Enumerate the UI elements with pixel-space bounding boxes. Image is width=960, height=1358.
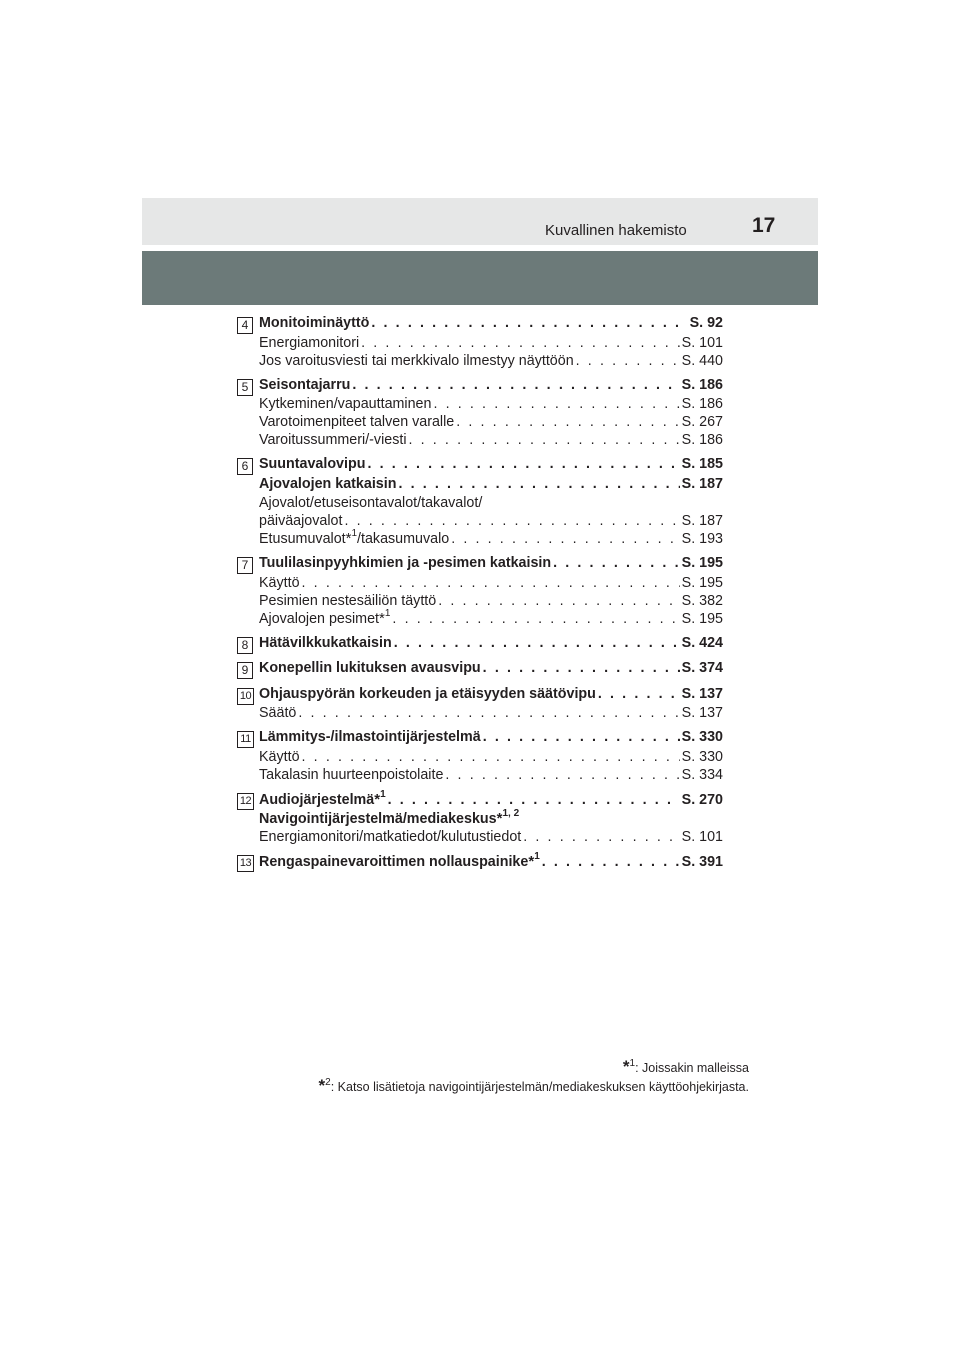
index-sub-row [259,766,723,784]
index-sub-row [259,334,723,352]
dot-leader [445,766,679,784]
dot-leader [302,574,680,592]
page-reference: S. 186 [681,376,723,393]
entry-label-group [259,455,365,475]
page-reference: S. 267 [681,414,723,430]
entry-label: Pesimien nestesäiliön täyttö [259,592,437,609]
entry-label-group [259,748,300,766]
entry-number-badge: 9 [237,662,253,679]
entry-label: Käyttö [259,748,300,765]
entry-label-group [259,828,521,846]
page-reference: S. 187 [681,475,723,492]
index-sub-row [259,352,723,370]
entry-label-group [259,314,369,334]
entry-label-group [259,766,443,784]
index-line [259,810,723,828]
entry-label-group [259,634,392,654]
dot-leader [483,728,680,748]
index-sub-row [259,512,723,530]
index-entry [237,659,723,679]
entry-label: Suuntavalovipu [259,456,366,472]
header-band-light [142,198,818,245]
page-reference: S. 382 [681,592,723,609]
dot-leader [398,475,679,495]
entry-label: Energiamonitori/matkatiedot/kulutustiedot [259,829,522,845]
dot-leader [542,853,680,873]
footnote-mark: 2 [325,1076,331,1088]
dot-leader [302,748,680,766]
page-reference: S. 424 [681,634,723,651]
footnote-star: * [528,853,535,870]
header-band-dark [142,251,818,305]
page-reference: S. 440 [681,352,723,369]
index-entry [237,376,723,450]
entry-label: Säätö [259,705,297,721]
page-reference: S. 330 [681,748,723,765]
footnote-ref: 1, 2 [502,808,520,820]
entry-label: Varotoimenpiteet talven varalle [259,414,455,430]
dot-leader [483,659,680,679]
entry-label: Ohjauspyörän korkeuden ja etäisyyden säätövipu [259,685,596,702]
entry-label-group [259,554,551,574]
index-sub-row [259,828,723,846]
page-number: 17 [752,214,776,237]
index-sub-row [259,607,723,628]
dot-leader [438,592,679,610]
footnotes [319,1058,749,1096]
page-reference: S. 92 [689,315,723,331]
index-main-row [259,376,723,396]
index-sub-row [259,413,723,431]
entry-label-group [259,790,386,811]
entry-label: Kytkeminen/vapauttaminen [259,396,432,412]
index-sub-row [259,574,723,592]
entry-number-badge: 4 [237,317,253,334]
index-sub-row [259,592,723,610]
dot-leader [576,352,680,370]
entry-number-badge: 8 [237,637,253,654]
entry-label: Lämmitys-/ilmastointijärjestelmä [259,729,481,745]
entry-label-suffix: /takasumuvalo [357,531,450,547]
entry-label-group [259,852,540,873]
index-main-row [259,634,723,654]
footnote-star: * [345,530,352,547]
entry-label: Ajovalot/etuseisontavalot/takavalot/ [259,495,483,511]
dot-leader [394,634,680,654]
dot-leader [523,828,679,846]
entry-label-group [259,475,396,495]
index-main-row [259,455,723,475]
page-reference: S. 187 [681,513,723,529]
entry-label-group [259,334,359,352]
page-reference: S. 391 [681,854,723,870]
entry-label-group [259,352,574,370]
dot-leader [409,431,680,449]
page-reference: S. 195 [681,610,723,627]
entry-label: Energiamonitori [259,334,360,351]
footnote-star: * [379,609,385,627]
entry-number-badge: 6 [237,458,253,475]
entry-label-group [259,512,342,530]
footnote-star: * [496,810,503,827]
dot-leader [451,530,679,548]
footnote-text: : Katso lisätietoja navigointijärjestelmän/mediakeskuksen käyttöohjekirjasta. [330,1080,749,1094]
page-reference: S. 137 [681,685,723,702]
dot-leader [298,704,679,722]
entry-label-group [259,395,431,413]
entry-label: Hätävilkkukatkaisin [259,634,392,651]
dot-leader [598,685,680,705]
dot-leader [456,413,679,431]
entry-label: Seisontajarru [259,376,351,393]
entry-number-badge: 10 [237,688,254,705]
index-sub-row [259,431,723,449]
footnote-star: * [318,1076,326,1095]
page-reference: S. 334 [681,766,723,783]
index-sub-row [259,530,723,548]
page-reference: S. 137 [681,705,723,721]
index-main-row [259,852,723,873]
page-reference: S. 101 [681,829,723,845]
page-reference: S. 270 [681,791,723,808]
index-main-row [259,790,723,811]
entry-label: päiväajovalot [259,513,343,529]
footnote-ref: 1 [380,788,386,800]
footnote-line [319,1077,749,1096]
index-sub-row [259,704,723,722]
entry-number-badge: 7 [237,557,253,574]
dot-leader [352,376,679,396]
index-main-row [259,685,723,705]
footnote-ref: 1 [534,851,540,863]
index-list [237,314,723,879]
index-main-row [259,475,723,495]
entry-label: Tuulilasinpyyhkimien ja -pesimen katkaisin [259,555,552,571]
entry-label-group [259,530,449,548]
index-main-row [259,659,723,679]
index-entry [237,852,723,873]
entry-label-group [259,413,454,431]
footnote-ref: 1 [351,528,358,540]
entry-label: Ajovalojen katkaisin [259,475,397,492]
entry-label: Monitoiminäyttö [259,315,370,331]
entry-number-badge: 11 [237,731,254,748]
entry-number-badge: 5 [237,379,253,396]
index-entry [237,455,723,548]
dot-leader [553,554,680,574]
entry-label: Varoitussummeri/-viesti [259,432,407,448]
section-title: Kuvallinen hakemisto [545,222,687,239]
page-reference: S. 186 [681,432,723,448]
dot-leader [392,610,679,628]
index-entry [237,685,723,723]
page-reference: S. 374 [681,660,723,676]
dot-leader [361,334,680,352]
dot-leader [388,791,680,811]
entry-label-group [259,574,300,592]
entry-label: Konepellin lukituksen avausvipu [259,660,481,676]
entry-label: Audiojärjestelmä [259,791,375,808]
index-main-row [259,554,723,574]
entry-label-group [259,607,391,628]
entry-label: Jos varoitusviesti tai merkkivalo ilmestyy näyttöön [259,352,574,369]
dot-leader [371,314,687,334]
entry-label: Navigointijärjestelmä/mediakeskus [259,811,497,827]
dot-leader [367,455,679,475]
dot-leader [344,512,679,530]
footnote-ref: 1 [384,607,391,619]
footnote-line [319,1058,749,1077]
entry-label-group [259,592,436,610]
page-reference: S. 193 [681,531,723,547]
page-reference: S. 195 [681,574,723,591]
page-reference: S. 186 [681,396,723,412]
dot-leader [433,395,679,413]
entry-label-group [259,704,296,722]
entry-label: Ajovalojen pesimet [259,610,380,627]
entry-label: Rengaspainevaroittimen nollauspainike [259,854,529,870]
entry-label: Takalasin huurteenpoistolaite [259,766,444,783]
entry-label-group [259,685,596,705]
entry-label-group [259,376,350,396]
entry-label: Käyttö [259,574,300,591]
page-reference: S. 330 [681,729,723,745]
index-entry [237,728,723,784]
index-main-row [259,314,723,334]
footnote-mark: 1 [629,1057,636,1069]
page-reference: S. 185 [681,456,723,472]
page-reference: S. 101 [681,334,723,351]
page-reference: S. 195 [681,555,723,571]
entry-label-group [259,431,407,449]
entry-label-group [259,728,481,748]
index-sub-row [259,395,723,413]
entry-number-badge: 13 [237,855,254,872]
entry-label-group [259,659,481,679]
index-line [259,494,723,512]
index-sub-row [259,748,723,766]
entry-number-badge: 12 [237,793,254,810]
entry-label: Etusumuvalot [259,531,346,547]
footnote-text: : Joissakin malleissa [635,1061,749,1075]
footnote-star: * [622,1057,630,1076]
index-entry [237,634,723,654]
index-main-row [259,728,723,748]
footnote-star: * [374,790,381,808]
index-entry [237,790,723,847]
index-entry [237,314,723,370]
index-entry [237,554,723,628]
